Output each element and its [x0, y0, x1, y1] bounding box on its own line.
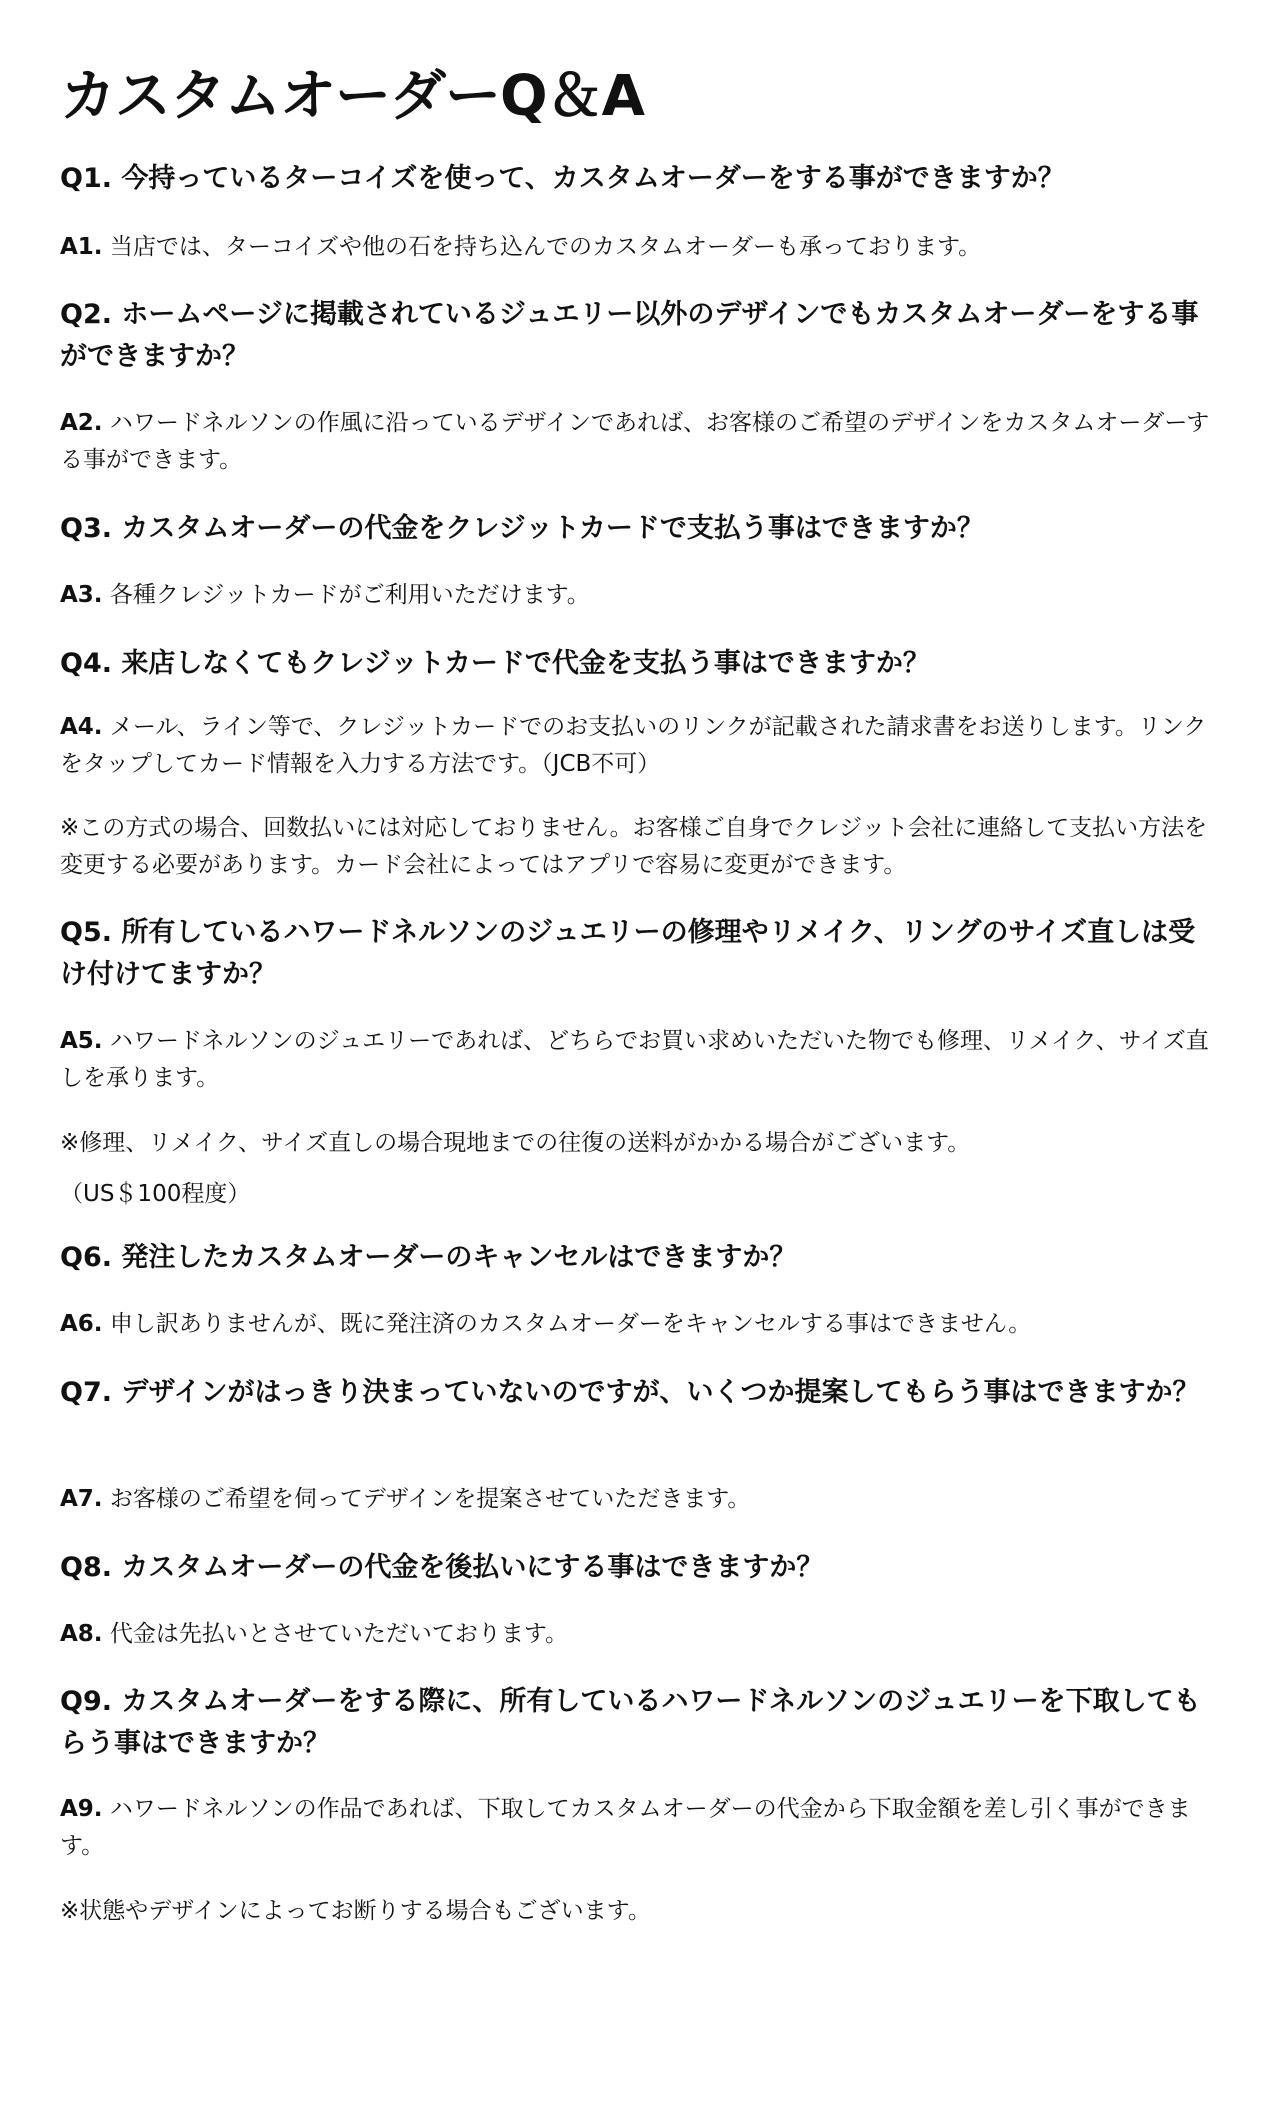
question-9: Q9. カスタムオーダーをする際に、所有しているハワードネルソンのジュエリーを下取してもらう事はできますか？ — [60, 1686, 1201, 1759]
answer-5 — [60, 1023, 1210, 1097]
answer-4 — [60, 709, 1210, 783]
question-5: Q5. 所有しているハワードネルソンのジュエリーの修理やリメイク、リングのサイズ直しは受け付けてますか？ — [60, 917, 1196, 990]
question-1: Q1. 今持っているターコイズを使って、カスタムオーダーをする事ができますか？ — [60, 163, 1065, 194]
answer-7 — [60, 1481, 1210, 1518]
answer-label: A7. — [60, 1486, 103, 1512]
answer-6 — [60, 1306, 1210, 1343]
answer-2 — [60, 405, 1210, 479]
answer-label: A6. — [60, 1311, 103, 1337]
answer-text: 各種クレジットカードがご利用いただけます。 — [109, 582, 590, 608]
question-2: Q2. ホームページに掲載されているジュエリー以外のデザインでもカスタムオーダーをする事ができますか？ — [60, 299, 1199, 372]
answer-text: 申し訳ありませんが、既に発注済のカスタムオーダーをキャンセルする事はできません。 — [109, 1311, 1032, 1337]
answer-text: ハワードネルソンの作品であれば、下取してカスタムオーダーの代金から下取金額を差し引く事ができます。 — [60, 1796, 1191, 1859]
answer-5-note-price: （US＄100程度） — [60, 1181, 251, 1207]
answer-3 — [60, 577, 1210, 614]
answer-text: ハワードネルソンの作風に沿っているデザインであれば、お客様のご希望のデザインをカスタムオーダーする事ができます。 — [60, 410, 1210, 473]
answer-label: A5. — [60, 1028, 103, 1054]
answer-text: ハワードネルソンのジュエリーであれば、どちらでお買い求めいただいた物でも修理、リメイク、サイズ直しを承ります。 — [60, 1028, 1209, 1091]
question-4: Q4. 来店しなくてもクレジットカードで代金を支払う事はできますか？ — [60, 648, 930, 679]
answer-4-note: ※この方式の場合、回数払いには対応しておりません。お客様ご自身でクレジット会社に連絡して支払い方法を変更する必要があります。カード会社によってはアプリで容易に変更ができます。 — [60, 815, 1208, 878]
answer-text: お客様のご希望を伺ってデザインを提案させていただきます。 — [109, 1486, 751, 1512]
question-8: Q8. カスタムオーダーの代金を後払いにする事はできますか？ — [60, 1552, 824, 1583]
answer-label: A1. — [60, 234, 103, 260]
answer-1 — [60, 229, 1210, 266]
answer-9 — [60, 1791, 1210, 1865]
answer-text: 当店では、ターコイズや他の石を持ち込んでのカスタムオーダーも承っております。 — [109, 234, 982, 260]
answer-label: A4. — [60, 714, 103, 740]
answer-label: A9. — [60, 1796, 103, 1822]
answer-label: A2. — [60, 410, 103, 436]
answer-label: A8. — [60, 1621, 103, 1647]
answer-text: 代金は先払いとさせていただいております。 — [109, 1621, 569, 1647]
answer-5-note: ※修理、リメイク、サイズ直しの場合現地までの往復の送料がかかる場合がございます。 — [60, 1130, 971, 1156]
page-title: カスタムオーダーQ＆A — [60, 64, 644, 129]
question-7: Q7. デザインがはっきり決まっていないのですが、いくつか提案してもらう事はできますか？ — [60, 1377, 1200, 1408]
answer-9-note: ※状態やデザインによってお断りする場合もございます。 — [60, 1898, 651, 1924]
answer-text: メール、ライン等で、クレジットカードでのお支払いのリンクが記載された請求書をお送りします。リンクをタップしてカード情報を入力する方法です。（JCB不可） — [60, 714, 1207, 777]
answer-8 — [60, 1616, 1210, 1653]
question-3: Q3. カスタムオーダーの代金をクレジットカードで支払う事はできますか？ — [60, 513, 984, 544]
question-6: Q6. 発注したカスタムオーダーのキャンセルはできますか？ — [60, 1242, 797, 1273]
answer-label: A3. — [60, 582, 103, 608]
